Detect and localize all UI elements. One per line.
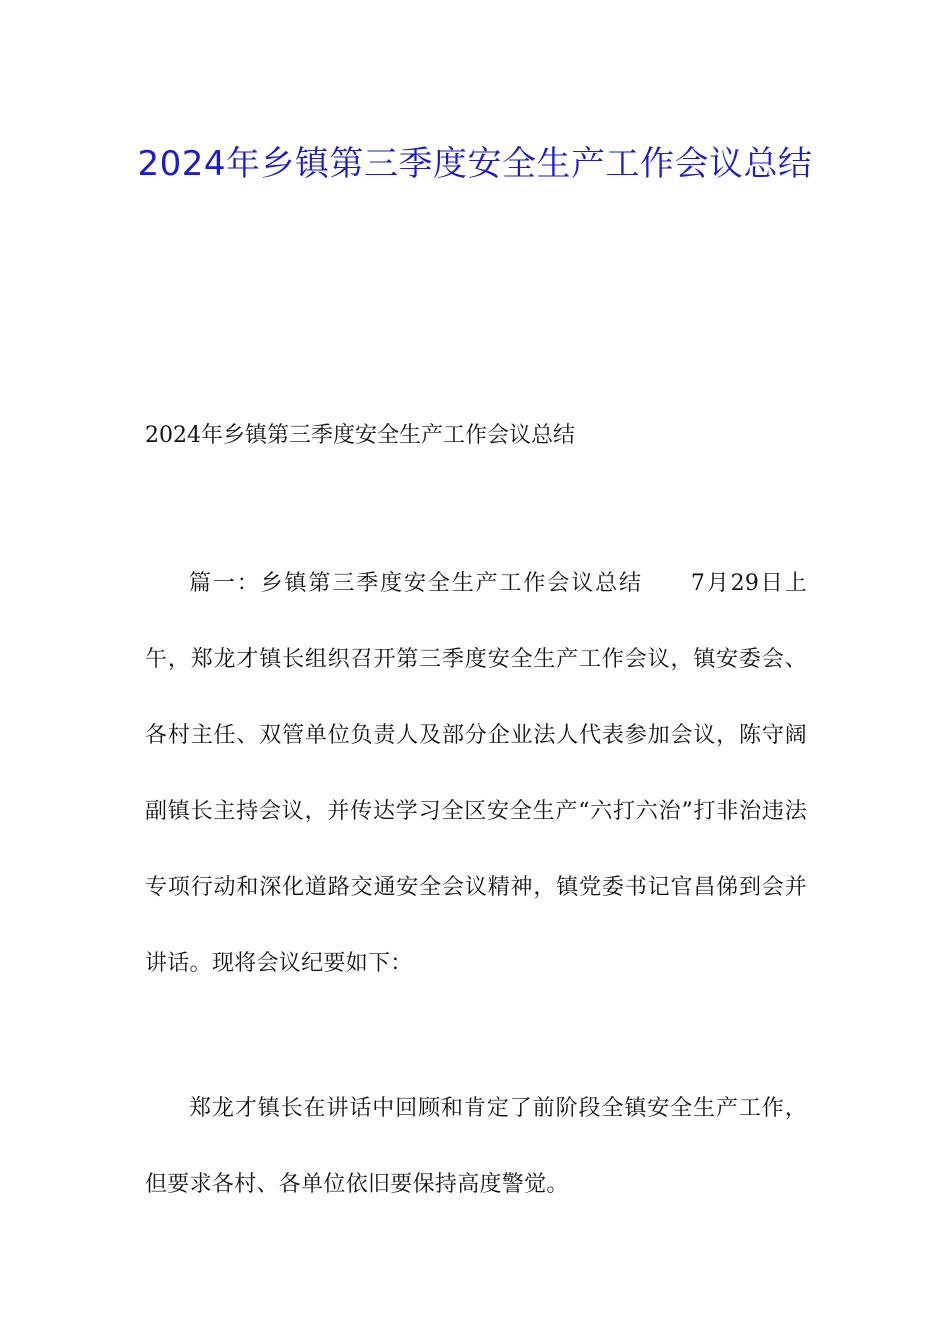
paragraph-1-body: 7月29日上午，郑龙才镇长组织召开第三季度安全生产工作会议，镇安委会、各村主任、双管单位负责人及部分企业法人代表参加会议，陈守阔副镇长主持会议，并传达学习全区安全生产“六打六治”打非治违法专项行动和深化道路交通安全会议精神，镇党委书记官昌俤到会并讲话。现将会议纪要如下： — [145, 571, 807, 976]
paragraph-1 — [145, 546, 807, 1002]
document-subtitle: 2024年乡镇第三季度安全生产工作会议总结 — [145, 423, 575, 448]
section-heading: 篇一：乡镇第三季度安全生产工作会议总结 — [189, 571, 643, 596]
document-title: 2024年乡镇第三季度安全生产工作会议总结 — [137, 144, 813, 184]
paragraph-2-body: 郑龙才镇长在讲话中回顾和肯定了前阶段全镇安全生产工作，但要求各村、各单位依旧要保持高度警觉。 — [145, 1096, 807, 1197]
paragraph-2 — [145, 1071, 807, 1223]
